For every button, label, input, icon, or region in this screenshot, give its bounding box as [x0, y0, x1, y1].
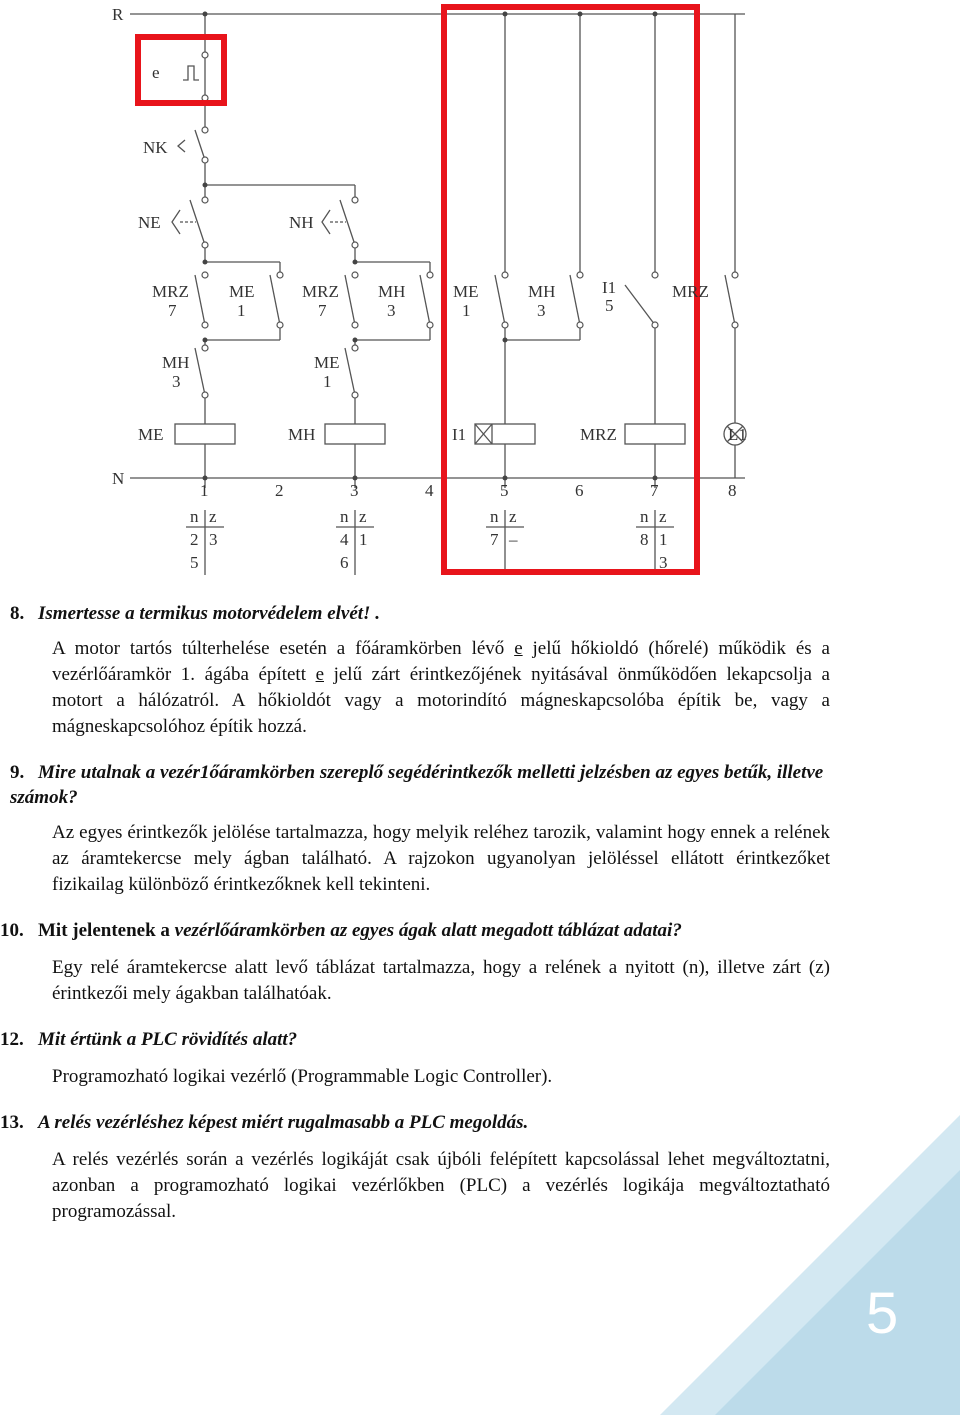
contact-label: MH — [528, 282, 556, 301]
question-text: Ismertesse a termikus motorvédelem elvét! . — [38, 603, 380, 624]
branch-number: 6 — [575, 481, 584, 500]
contact-label: MH — [162, 353, 190, 372]
contact-label: 1 — [462, 301, 471, 320]
contact-label: MRZ — [672, 282, 709, 301]
question-text-prefix: Mit jelentenek a — [38, 920, 175, 941]
branch-number: 3 — [350, 481, 359, 500]
contact-label: 3 — [387, 301, 396, 320]
branch-number: 4 — [425, 481, 434, 500]
table-cell: z — [209, 507, 217, 526]
highlight-box-branches — [444, 7, 697, 572]
table-cell: z — [509, 507, 517, 526]
contact-label: 7 — [168, 301, 177, 320]
contact-label: 3 — [172, 372, 181, 391]
table-cell: 3 — [209, 530, 218, 549]
branch-number: 5 — [500, 481, 509, 500]
contact-label: 7 — [318, 301, 327, 320]
table-cell: n — [190, 507, 199, 526]
question-text: A relés vezérléshez képest miért rugalmasabb a PLC megoldás. — [38, 1112, 529, 1133]
question-9 — [10, 760, 830, 810]
question-number: 9. — [10, 762, 25, 783]
coil-label: ME — [138, 425, 164, 444]
contact-label: 1 — [323, 372, 332, 391]
question-10 — [0, 918, 860, 943]
table-cell: 8 — [640, 530, 649, 549]
contact-label: ME — [453, 282, 479, 301]
table-cell: 1 — [659, 530, 668, 549]
table-cell: 2 — [190, 530, 199, 549]
table-cell: 3 — [659, 553, 668, 572]
contact-label: MRZ — [152, 282, 189, 301]
question-text: Mire utalnak a vezér1őáramkörben szereplő segédérintkezők melletti jelzésben az egyes betűk, illetve számok? — [10, 762, 824, 808]
contact-label: MRZ — [302, 282, 339, 301]
thermal-contact-label: e — [152, 63, 160, 82]
contact-label: ME — [314, 353, 340, 372]
answer-12: Programozható logikai vezérlő (Programmable Logic Controller). — [52, 1066, 553, 1087]
table-cell: 4 — [340, 530, 349, 549]
coil-label: MH — [288, 425, 316, 444]
answer-9: Az egyes érintkezők jelölése tartalmazza, hogy melyik reléhez tarozik, valamint hogy ennek a relének az áramtekercse mely ágban található. A rajzokon ugyanolyan jelöléssel ellátott érintkezőket fizikailag különböző érintkezőknek kell tekinteni. — [52, 822, 830, 895]
table-cell: 6 — [340, 553, 349, 572]
question-12 — [0, 1027, 860, 1052]
contact-label: 3 — [537, 301, 546, 320]
branch-number: 2 — [275, 481, 284, 500]
branch-number: 7 — [650, 481, 659, 500]
table-cell: – — [509, 530, 518, 549]
question-8 — [10, 601, 870, 626]
question-number: 8. — [10, 603, 25, 624]
answer-10: Egy relé áramtekercse alatt levő táblázat tartalmazza, hogy a relének a nyitott (n), illetve zárt (z) érintkezői mely ágakban találhatóak. — [52, 957, 830, 1004]
question-number: 13. — [0, 1112, 24, 1133]
forward-button-label: NE — [138, 213, 161, 232]
answer-13: A relés vezérlés során a vezérlés logikáját csak újbóli felépített kapcsolással lehet megváltoztatni, azonban a programozható logikai vezérlőkben (PLC) a vezérlés logikája megváltoztatható programozással. — [52, 1149, 830, 1222]
stop-button-label: NK — [143, 138, 168, 157]
branch-number: 8 — [728, 481, 737, 500]
question-number: 12. — [0, 1029, 24, 1050]
rail-n-label: N — [112, 469, 125, 488]
table-cell: 1 — [359, 530, 368, 549]
table-cell: n — [340, 507, 349, 526]
question-text: vezérlőáramkörben az egyes ágak alatt megadott táblázat adatai? — [174, 920, 682, 941]
table-cell: z — [359, 507, 367, 526]
contact-label: ME — [229, 282, 255, 301]
rail-r-label: R — [112, 5, 124, 24]
question-text: Mit értünk a PLC rövidítés alatt? — [38, 1029, 298, 1050]
answer-8: A motor tartós túlterhelése esetén a főáramkörben lévő e jelű hőkioldó (hőrelé) működik és a vezérlőáramkör 1. ágába épített e jelű zárt érintkezőjének nyitásával önműködően lekapcsolja a motort a hálózatról. A hőkioldót vagy a motorindító mágneskapcsolóba építik be, vagy a mágneskapcsolóhoz építik hozzá. — [52, 638, 830, 737]
contact-label: MH — [378, 282, 406, 301]
table-cell: n — [490, 507, 499, 526]
question-13 — [0, 1110, 860, 1135]
coil-label: I1 — [452, 425, 467, 444]
highlight-box-thermal — [138, 37, 224, 103]
table-cell: n — [640, 507, 649, 526]
branch-number: 1 — [200, 481, 209, 500]
coil-label: MRZ — [580, 425, 617, 444]
contact-label: 5 — [605, 296, 614, 315]
table-cell: 7 — [490, 530, 499, 549]
lamp-label: L1 — [728, 425, 747, 444]
contact-label: 1 — [237, 301, 246, 320]
table-cell: z — [659, 507, 667, 526]
table-cell: 5 — [190, 553, 199, 572]
reverse-button-label: NH — [289, 213, 314, 232]
contact-label: I1 — [602, 278, 617, 297]
question-number: 10. — [0, 920, 24, 941]
control-circuit-diagram — [0, 0, 960, 580]
page-number: 5 — [866, 1281, 899, 1346]
